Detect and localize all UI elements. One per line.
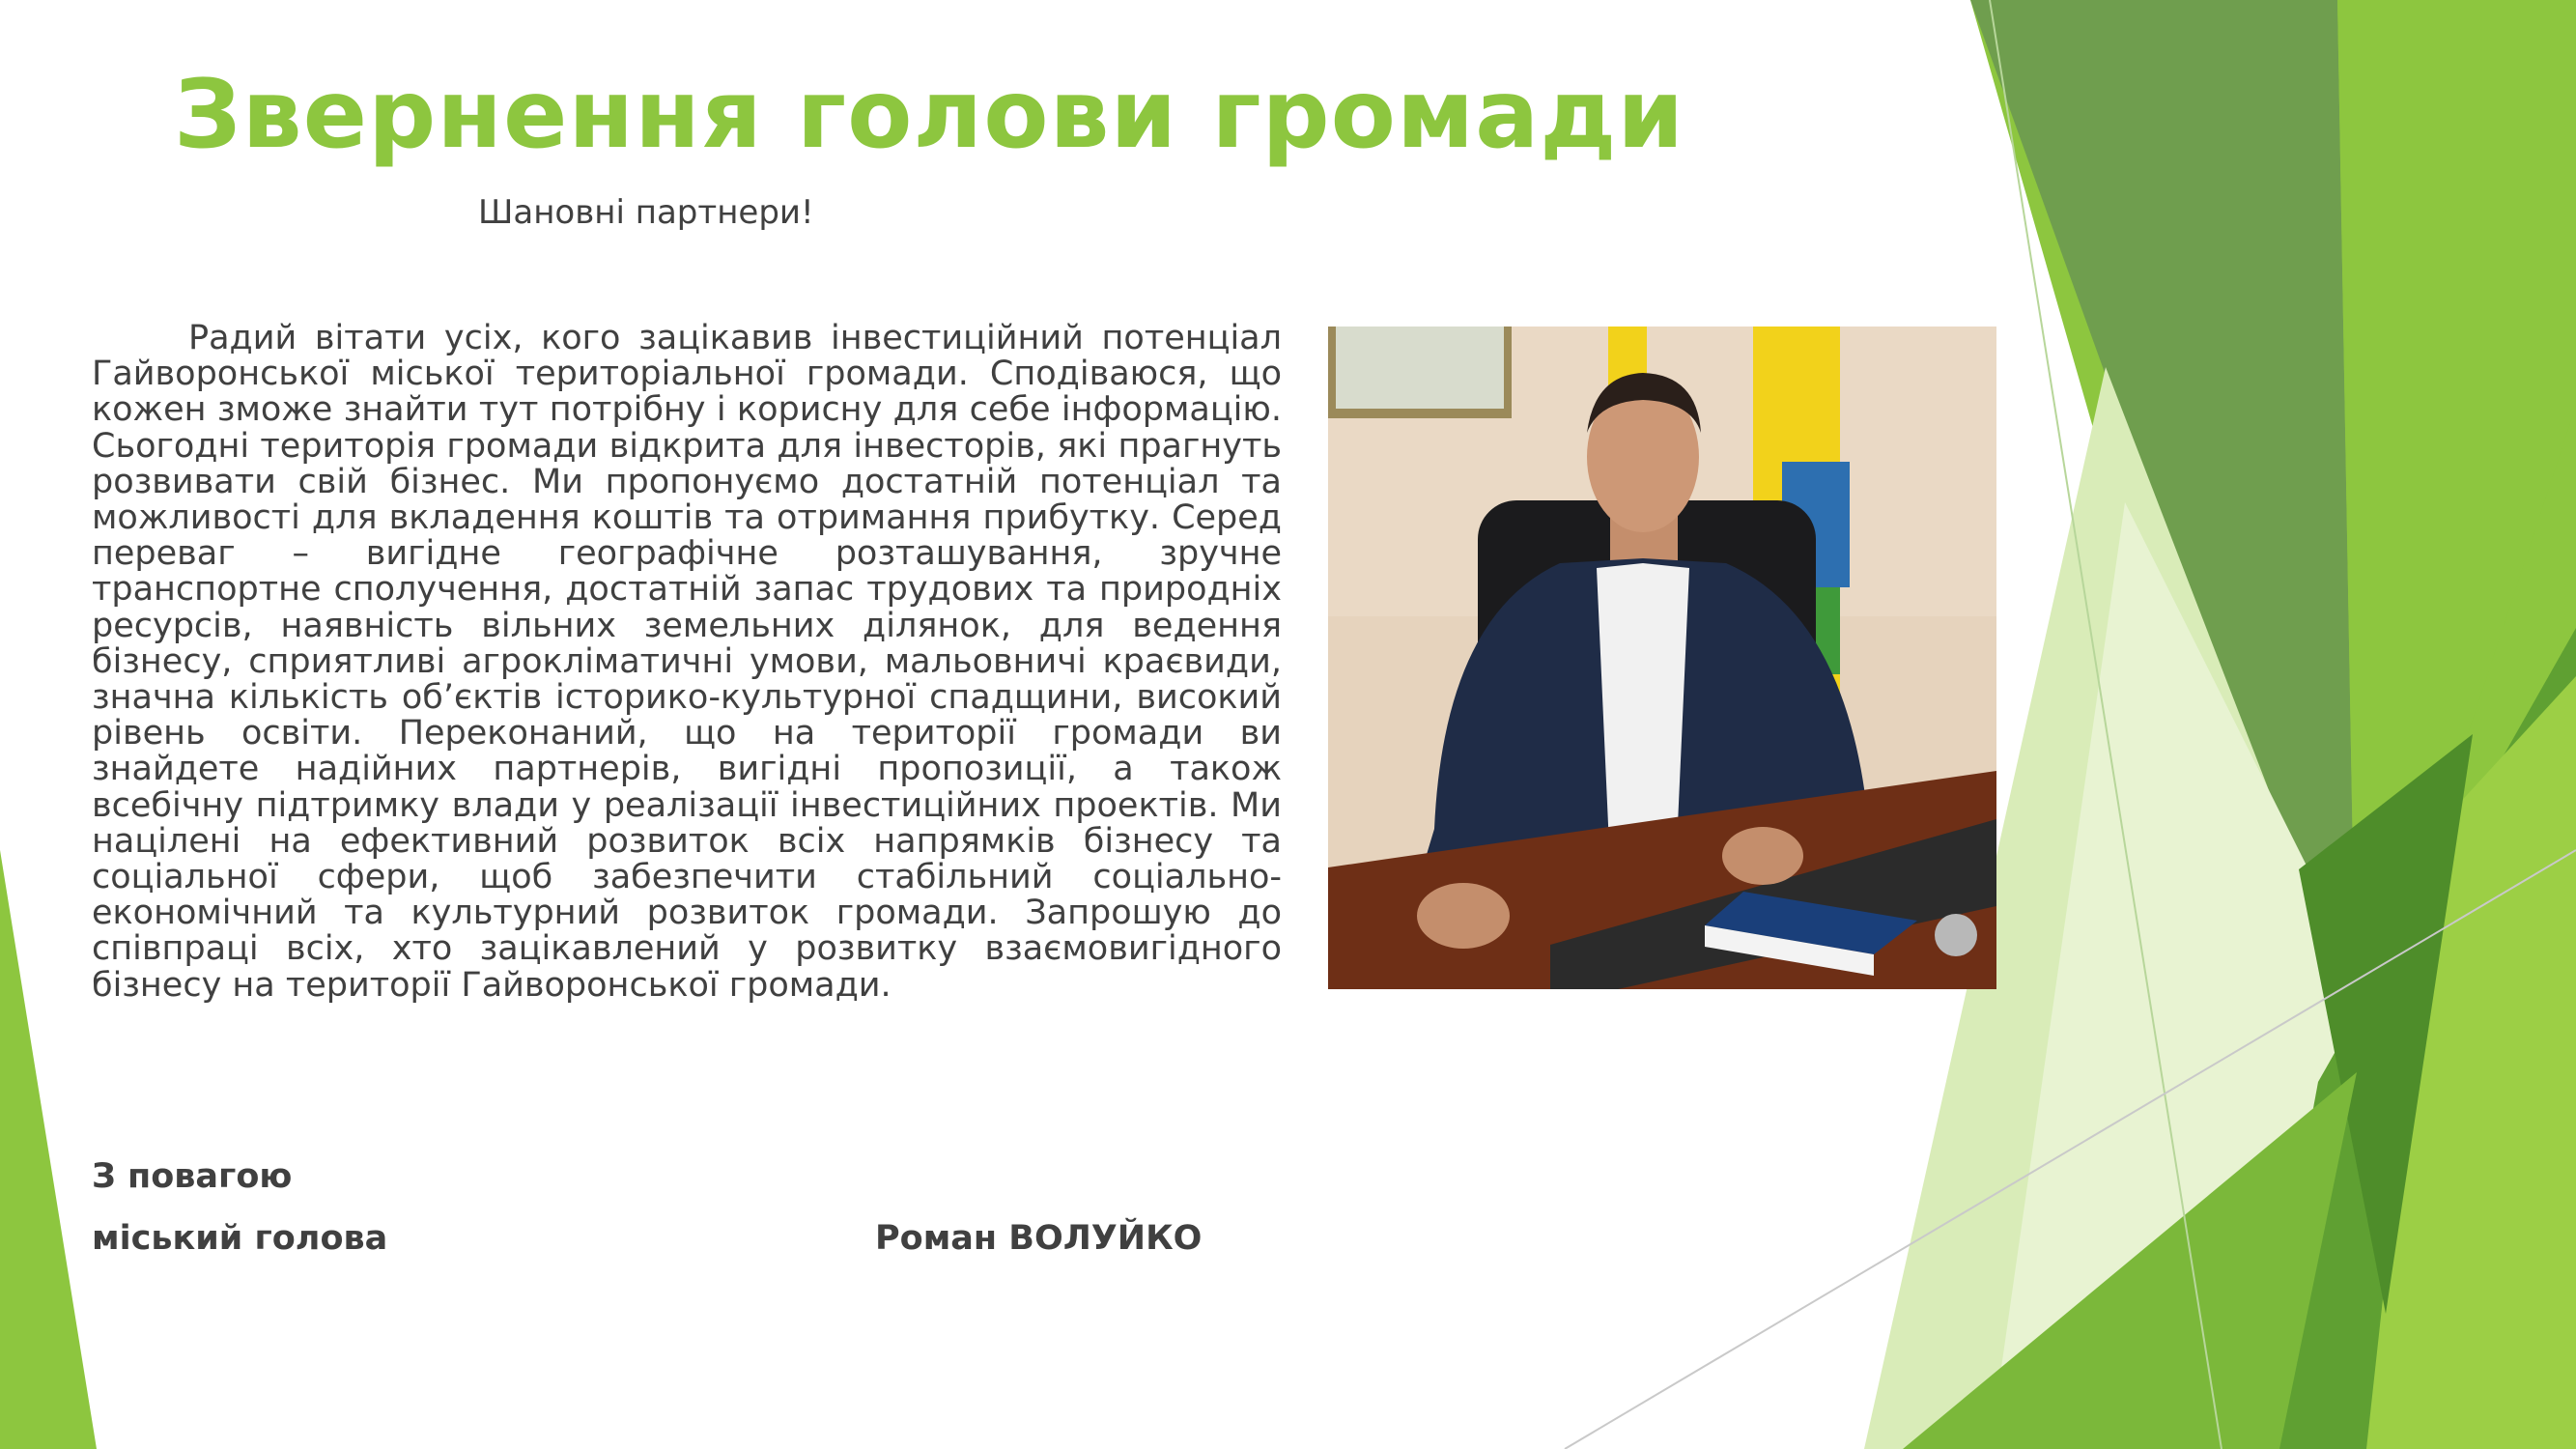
mayor-photo: [1328, 327, 1996, 989]
page-title: Звернення голови громади: [174, 60, 1685, 170]
left-edge-facet: [0, 850, 97, 1449]
greeting: Шановні партнери!: [478, 193, 814, 232]
signer-position: міський голова: [92, 1219, 388, 1258]
signer-name: Роман ВОЛУЙКО: [875, 1219, 1203, 1258]
address-body: Радий вітати усіх, кого зацікавив інвестиційний потенціал Гайворонської міської територіальної громади. Сподіваюся, що кожен зможе знайти тут потрібну і корисну для себе інформацію. Сьогодні територія громади відкрита для інвесторів, які прагнуть розвивати свій бізнес. Ми пропонуємо достатній потенціал та можливості для вкладення коштів та отримання прибутку. Серед переваг – вигідне географічне розташування, зручне транспортне сполучення, достатній запас трудових та природніх ресурсів, наявність вільних земельних ділянок, для ведення бізнесу, сприятливі агрокліматичні умови, мальовничі краєвиди, значна кількість об’єктів історико-культурної спадщини, високий рівень освіти. Переконаний, що на території громади ви знайдете надійних партнерів, вигідні пропозиції, а також всебічну підтримку влади у реалізації інвестиційних проектів. Ми націлені на ефективний розвиток всіх напрямків бізнесу та соціальної сфери, щоб забезпечити стабільний соціально-економічний та культурний розвиток громади. Запрошую до співпраці всіх, хто зацікавлений у розвитку взаємовигідного бізнесу на території Гайворонської громади.: [92, 319, 1282, 1005]
closing-phrase: З повагою: [92, 1157, 293, 1196]
